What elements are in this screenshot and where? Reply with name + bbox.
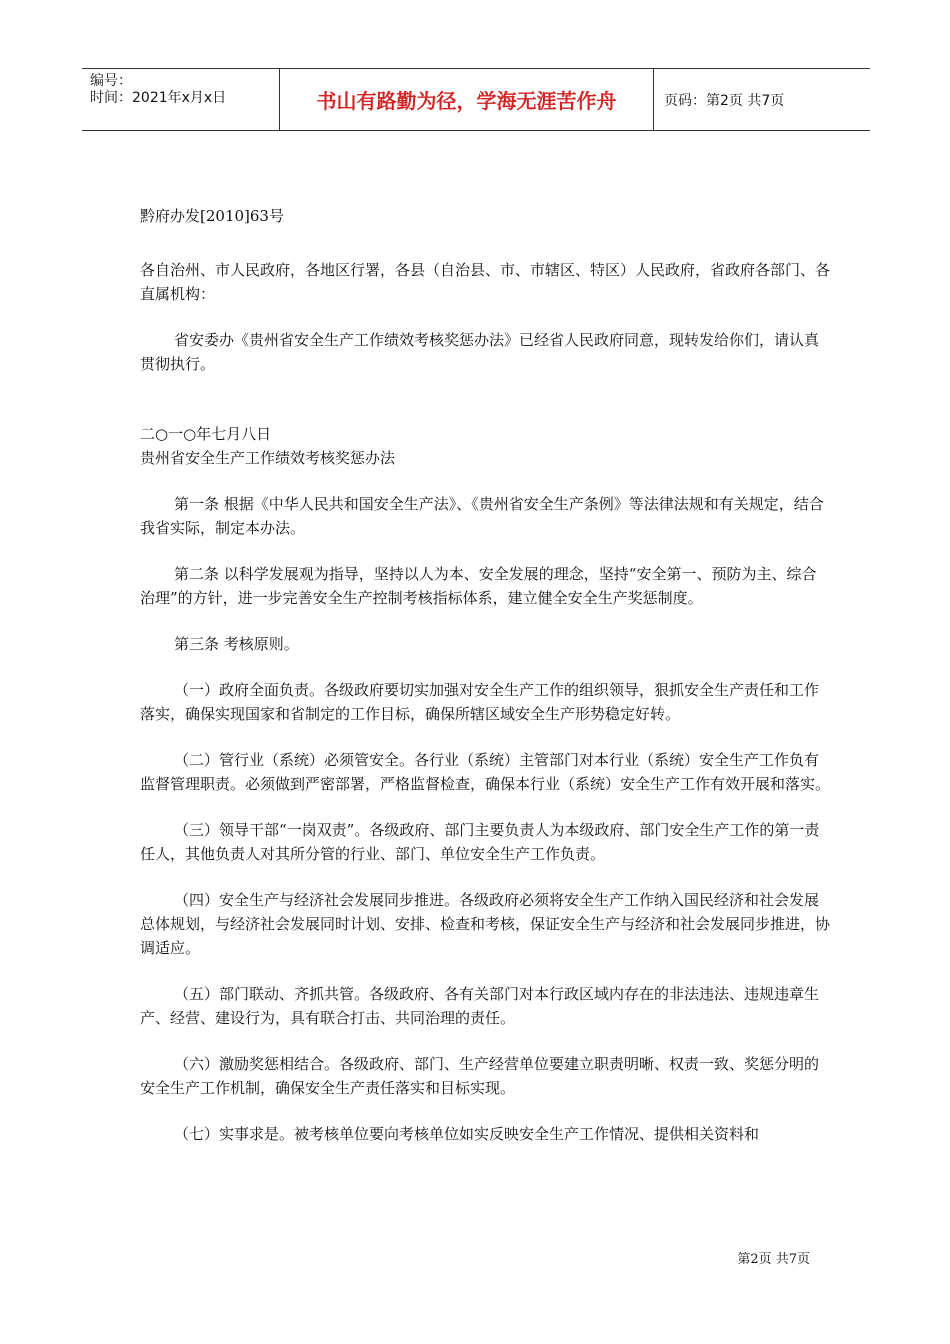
principle-5: （五）部门联动、齐抓共管。各级政府、各有关部门对本行政区域内存在的非法违法、违规违章生产、经营、建设行为，具有联合打击、共同治理的责任。 [140, 985, 820, 1027]
issue-date: 二○一○年七月八日 [140, 425, 272, 443]
notice-paragraph: 省安委办《贵州省安全生产工作绩效考核奖惩办法》已经省人民政府同意，现转发给你们，请认真贯彻执行。 [140, 331, 820, 373]
number-label: 编号： [90, 73, 132, 89]
document-title: 贵州省安全生产工作绩效考核奖惩办法 [140, 449, 396, 467]
page-footer: 第2页 共7页 [737, 1252, 810, 1267]
principle-4: （四）安全生产与经济社会发展同步推进。各级政府必须将安全生产工作纳入国民经济和社会发展总体规划，与经济社会发展同时计划、安排、检查和考核，保证安全生产与经济和社会发展同步推进，协调适应。 [140, 891, 831, 957]
article-1: 第一条 根据《中华人民共和国安全生产法》、《贵州省安全生产条例》等法律法规和有关规定，结合我省实际，制定本办法。 [140, 495, 824, 537]
principle-3: （三）领导干部“一岗双责”。各级政府、部门主要负责人为本级政府、部门安全生产工作的第一责任人，其他负责人对其所分管的行业、部门、单位安全生产工作负责。 [140, 821, 820, 863]
page-header [82, 68, 870, 131]
principle-2: （二）管行业（系统）必须管安全。各行业（系统）主管部门对本行业（系统）安全生产工作负有监督管理职责。必须做到严密部署，严格监督检查，确保本行业（系统）安全生产工作有效开展和落实。 [140, 751, 831, 793]
header-page-label: 页码：第2页 共7页 [664, 92, 785, 109]
date-label: 时间：2021年x月x日 [90, 90, 227, 106]
doc-number: 黔府办发[2010]63号 [140, 207, 284, 225]
header-motto: 书山有路勤为径，学海无涯苦作舟 [280, 69, 654, 130]
principle-1: （一）政府全面负责。各级政府要切实加强对安全生产工作的组织领导，狠抓安全生产责任和工作落实，确保实现国家和省制定的工作目标，确保所辖区域安全生产形势稳定好转。 [140, 681, 820, 723]
document-body [140, 204, 830, 1146]
article-3: 第三条 考核原则。 [174, 635, 299, 653]
header-meta [82, 69, 280, 130]
principle-7: （七）实事求是。被考核单位要向考核单位如实反映安全生产工作情况、提供相关资料和 [174, 1125, 760, 1143]
article-2: 第二条 以科学发展观为指导，坚持以人为本、安全发展的理念，坚持“安全第一、预防为主、综合治理”的方针，进一步完善安全生产控制考核指标体系，建立健全安全生产奖惩制度。 [140, 565, 817, 607]
recipients: 各自治州、市人民政府，各地区行署，各县（自治县、市、市辖区、特区）人民政府，省政府各部门、各直属机构： [140, 261, 831, 303]
principle-6: （六）激励奖惩相结合。各级政府、部门、生产经营单位要建立职责明晰、权责一致、奖惩分明的安全生产工作机制，确保安全生产责任落实和目标实现。 [140, 1055, 820, 1097]
